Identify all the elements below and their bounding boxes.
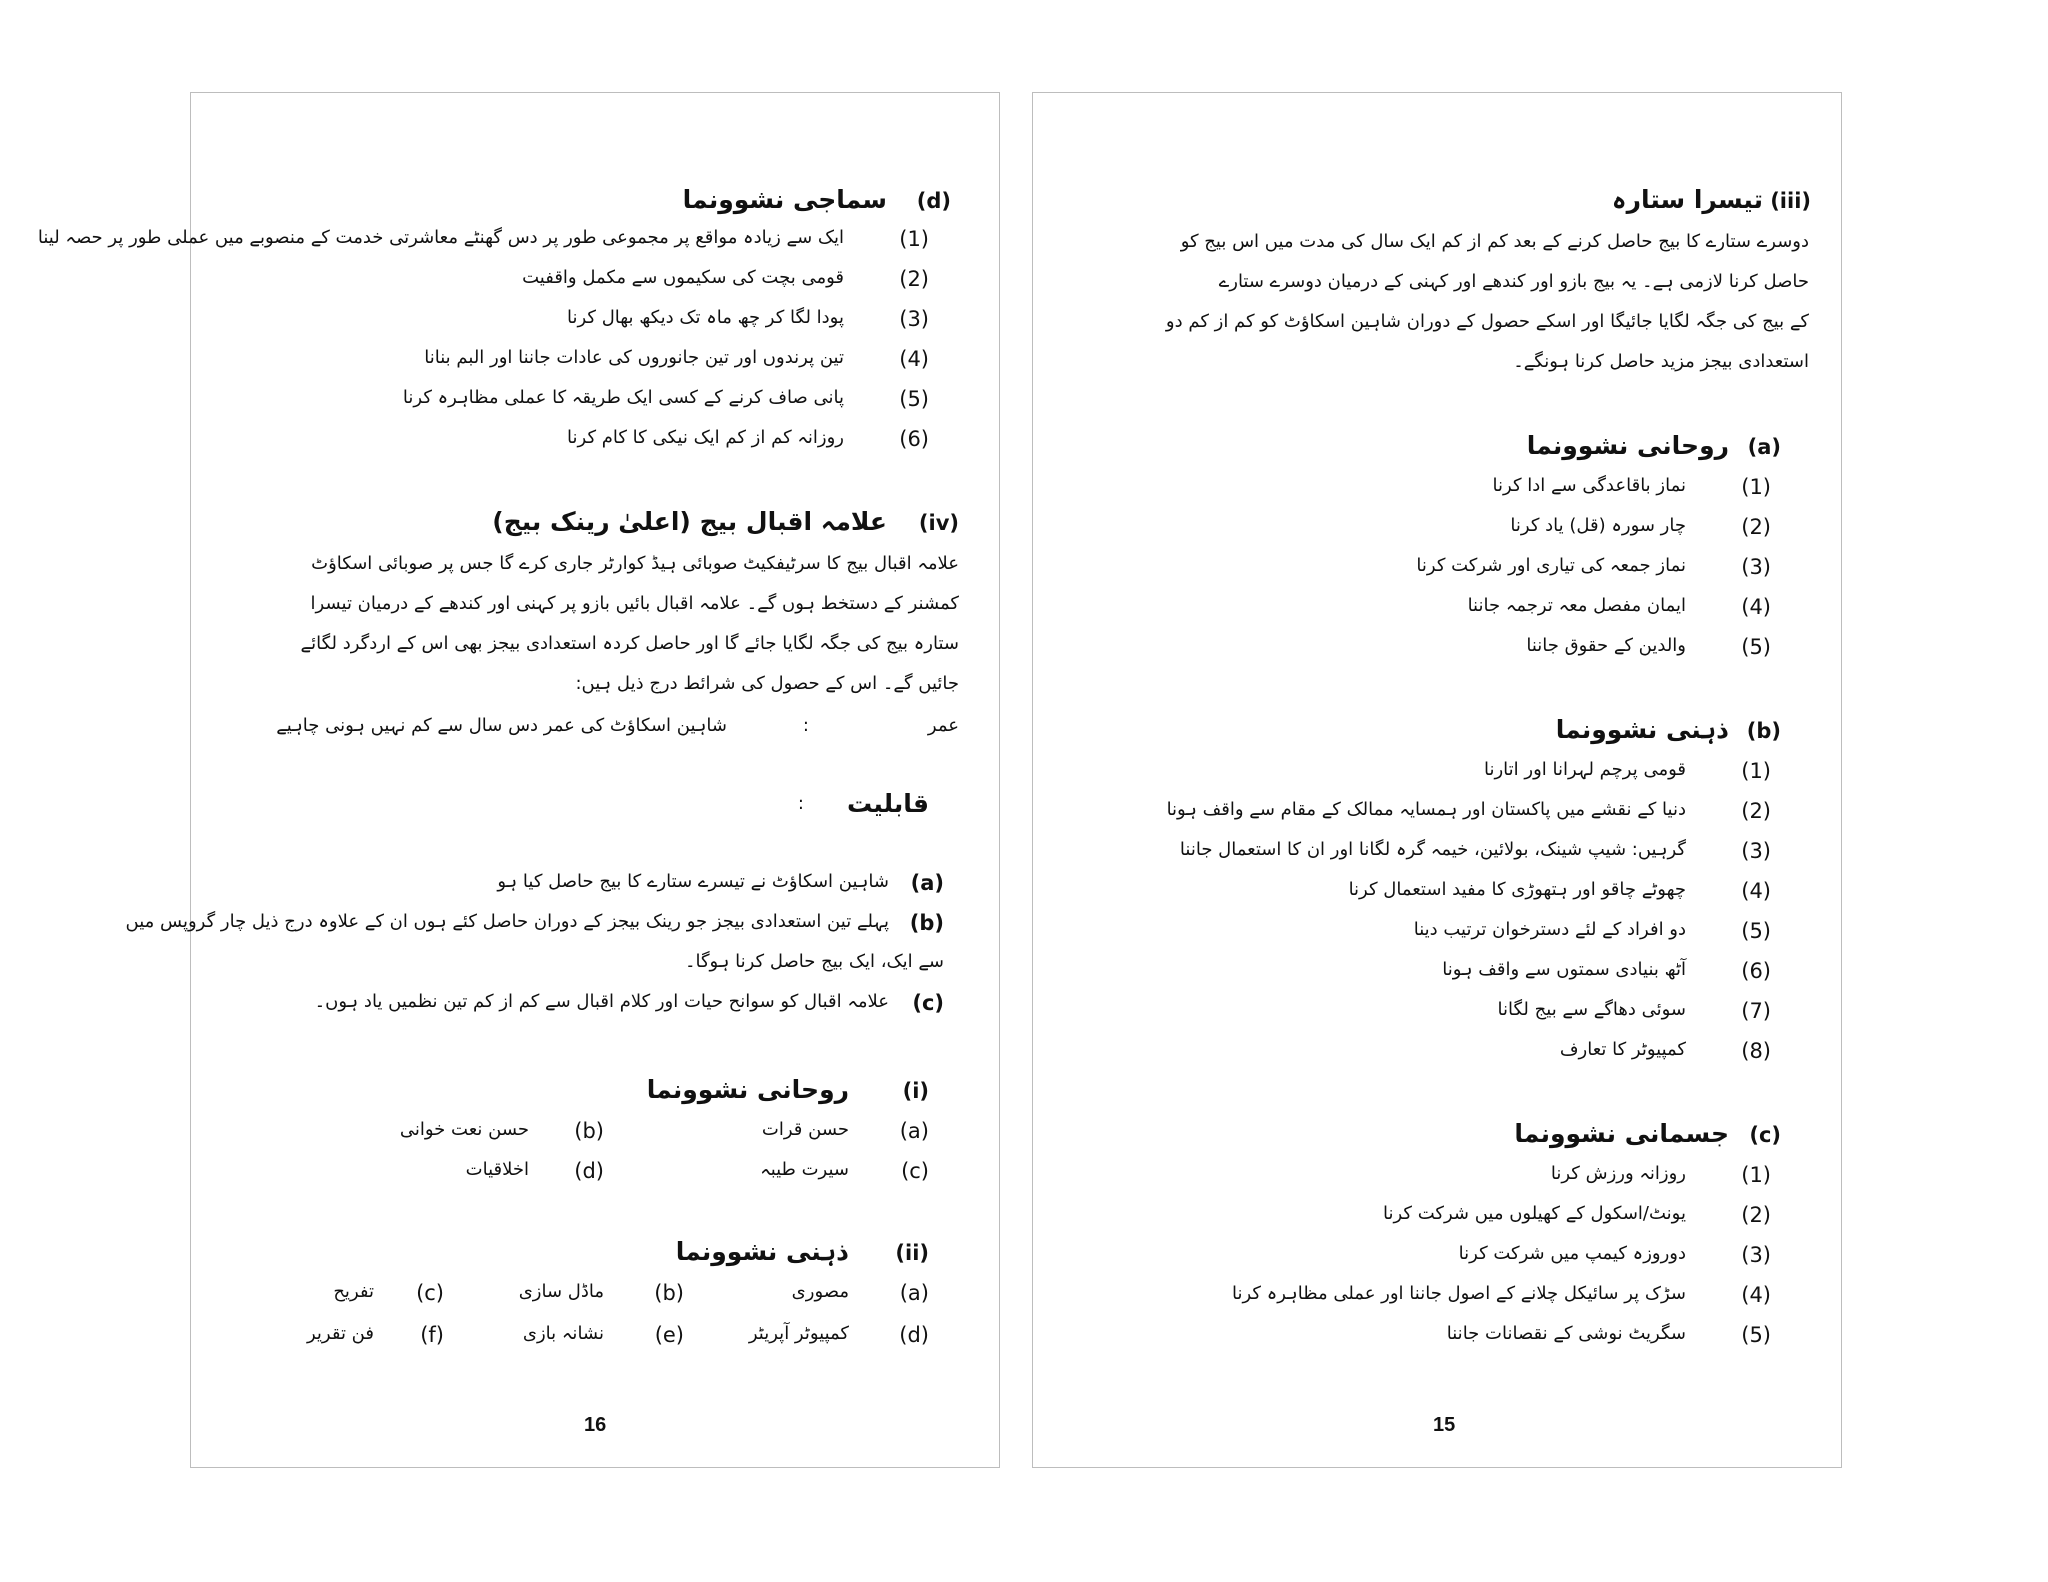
paragraph-line: جائیں گے۔ اس کے حصول کی شرائط درج ذیل ہیں: [575, 673, 959, 694]
list-marker: (a) [910, 871, 944, 895]
section-marker: (c) [1749, 1123, 1781, 1147]
page-16 [37, 92, 1000, 1468]
list-item: تین پرندوں اور تین جانوروں کی عادات جاننا اور البم بنانا [424, 347, 844, 368]
section-title-mental: ذہنی نشوونما [1555, 715, 1729, 744]
list-item: فن تقریر [306, 1323, 374, 1344]
age-label: عمر [927, 715, 959, 736]
age-requirement: شاہین اسکاؤٹ کی عمر دس سال سے کم نہیں ہونی چاہیے [276, 715, 727, 736]
list-item: کمپیوٹر کا تعارف [1559, 1039, 1686, 1060]
list-item: نماز جمعہ کی تیاری اور شرکت کرنا [1416, 555, 1686, 576]
list-item: ماڈل سازی [518, 1281, 604, 1302]
page-number: 15 [1433, 1414, 1456, 1436]
section-marker: (b) [1746, 719, 1781, 743]
list-item: روزانہ کم از کم ایک نیکی کا کام کرنا [567, 427, 844, 448]
list-number: (3) [1741, 1243, 1771, 1267]
list-marker: (d) [574, 1159, 604, 1183]
list-number: (4) [1741, 879, 1771, 903]
section-title-third-star: تیسرا ستارہ [1611, 185, 1763, 214]
list-number: (3) [899, 307, 929, 331]
list-number: (1) [1741, 1163, 1771, 1187]
list-item: گرہیں: شیپ شینک، بولائین، خیمہ گرہ لگانا اور ان کا استعمال جاننا [1179, 839, 1686, 860]
list-item: آٹھ بنیادی سمتوں سے واقف ہونا [1442, 959, 1686, 980]
page-15 [1032, 92, 1842, 1468]
list-number: (6) [1741, 959, 1771, 983]
list-marker: (b) [909, 911, 944, 935]
list-number: (8) [1741, 1039, 1771, 1063]
section-title-ability: قابلیت [846, 789, 929, 818]
list-number: (5) [899, 387, 929, 411]
list-marker: (a) [899, 1119, 929, 1143]
paragraph-line: کمشنر کے دستخط ہوں گے۔ علامہ اقبال بائیں بازو پر کہنی اور کندھے کے درمیان تیسرا [310, 593, 959, 614]
list-number: (3) [1741, 555, 1771, 579]
list-marker: (d) [899, 1323, 929, 1347]
list-marker: (c) [416, 1281, 444, 1305]
paragraph-line: استعدادی بیجز مزید حاصل کرنا ہونگے۔ [1513, 351, 1809, 372]
paragraph-line: علامہ اقبال بیج کا سرٹیفکیٹ صوبائی ہیڈ کوارٹر جاری کرے گا جس پر صوبائی اسکاؤٹ [311, 553, 959, 574]
paragraph-line: کے بیج کی جگہ لگایا جائیگا اور اسکے حصول کے دوران شاہین اسکاؤٹ کو کم از کم دو [1165, 311, 1809, 332]
list-item: نشانہ بازی [522, 1323, 604, 1344]
paragraph-line: ستارہ بیج کی جگہ لگایا جائے گا اور حاصل کردہ استعدادی بیجز بھی اس کے اردگرد لگائے [300, 633, 959, 654]
list-number: (1) [1741, 475, 1771, 499]
list-number: (5) [1741, 635, 1771, 659]
list-item: ایمان مفصل معہ ترجمہ جاننا [1467, 595, 1686, 616]
list-item: علامہ اقبال کو سوانح حیات اور کلام اقبال سے کم از کم تین نظمیں یاد ہوں۔ [314, 991, 889, 1012]
paragraph-line: حاصل کرنا لازمی ہے۔ یہ بیج بازو اور کندھے اور کہنی کے درمیان دوسرے ستارے [1218, 271, 1809, 292]
list-number: (6) [899, 427, 929, 451]
list-number: (1) [899, 227, 929, 251]
list-item: دوروزہ کیمپ میں شرکت کرنا [1458, 1243, 1686, 1264]
list-marker: (b) [654, 1281, 684, 1305]
section-title-mental: ذہنی نشوونما [675, 1237, 849, 1266]
list-number: (4) [899, 347, 929, 371]
list-item: سوئی دھاگے سے بیج لگانا [1497, 999, 1686, 1020]
list-number: (3) [1741, 839, 1771, 863]
list-item: والدین کے حقوق جاننا [1526, 635, 1686, 656]
list-number: (5) [1741, 1323, 1771, 1347]
list-item: ایک سے زیادہ مواقع پر مجموعی طور پر دس گھنٹے معاشرتی خدمت کے منصوبے میں عملی طور پر حصہ لینا [37, 227, 844, 248]
list-number: (2) [1741, 515, 1771, 539]
list-item-continued: سے ایک، ایک بیج حاصل کرنا ہوگا۔ [684, 951, 944, 972]
section-marker: (d) [916, 189, 951, 213]
list-marker: (e) [654, 1323, 684, 1347]
list-number: (4) [1741, 595, 1771, 619]
list-number: (4) [1741, 1283, 1771, 1307]
list-item: دنیا کے نقشے میں پاکستان اور ہمسایہ ممالک کے مقام سے واقف ہونا [1166, 799, 1686, 820]
list-item: دو افراد کے لئے دسترخوان ترتیب دینا [1413, 919, 1686, 940]
page-number: 16 [584, 1414, 607, 1436]
ability-colon: : [797, 793, 804, 814]
section-marker: (ii) [895, 1241, 929, 1265]
list-item: چھوٹے چاقو اور ہتھوڑی کا مفید استعمال کرنا [1348, 879, 1686, 900]
list-item: قومی بچت کی سکیموں سے مکمل واقفیت [522, 267, 844, 288]
section-title-spiritual: روحانی نشوونما [1526, 431, 1729, 460]
list-marker: (a) [899, 1281, 929, 1305]
list-item: مصوری [791, 1281, 849, 1302]
list-marker: (b) [574, 1119, 604, 1143]
section-marker: (a) [1747, 435, 1781, 459]
list-marker: (c) [912, 991, 944, 1015]
list-number: (7) [1741, 999, 1771, 1023]
list-number: (2) [899, 267, 929, 291]
list-item: نماز باقاعدگی سے ادا کرنا [1492, 475, 1686, 496]
list-item: تفریح [333, 1281, 374, 1302]
section-title-spiritual: روحانی نشوونما [646, 1075, 849, 1104]
section-title-iqbal: علامہ اقبال بیج (اعلیٰ رینک بیج) [492, 507, 887, 536]
list-item: سڑک پر سائیکل چلانے کے اصول جاننا اور عملی مظاہرہ کرنا [1231, 1283, 1686, 1304]
list-item: شاہین اسکاؤٹ نے تیسرے ستارے کا بیج حاصل کیا ہو [497, 871, 889, 892]
section-marker: (iii) [1770, 189, 1811, 213]
list-item: پہلے تین استعدادی بیجز جو رینک بیجز کے دوران حاصل کئے ہوں ان کے علاوہ درج ذیل چار گروپس میں [125, 911, 889, 932]
list-item: سگریٹ نوشی کے نقصانات جاننا [1446, 1323, 1686, 1344]
list-item: حسن نعت خوانی [399, 1119, 529, 1140]
list-item: پانی صاف کرنے کے کسی ایک طریقہ کا عملی مظاہرہ کرنا [402, 387, 844, 408]
age-colon: : [802, 715, 809, 736]
list-item: اخلاقیات [465, 1159, 529, 1180]
list-number: (5) [1741, 919, 1771, 943]
list-item: سیرت طیبہ [760, 1159, 849, 1180]
section-title-physical: جسمانی نشوونما [1514, 1119, 1729, 1148]
list-number: (1) [1741, 759, 1771, 783]
list-number: (2) [1741, 799, 1771, 823]
list-number: (2) [1741, 1203, 1771, 1227]
paragraph-line: دوسرے ستارے کا بیج حاصل کرنے کے بعد کم از کم ایک سال کی مدت میں اس بیج کو [1180, 231, 1809, 252]
list-item: کمپیوٹر آپریٹر [748, 1323, 849, 1344]
list-marker: (f) [420, 1323, 444, 1347]
list-item: قومی پرچم لہرانا اور اتارنا [1483, 759, 1686, 780]
list-item: حسن قرات [761, 1119, 849, 1140]
section-marker: (i) [902, 1079, 929, 1103]
list-item: یونٹ/اسکول کے کھیلوں میں شرکت کرنا [1383, 1203, 1686, 1224]
section-title-social: سماجی نشوونما [682, 185, 887, 214]
list-marker: (c) [901, 1159, 929, 1183]
list-item: پودا لگا کر چھ ماہ تک دیکھ بھال کرنا [566, 307, 844, 328]
list-item: چار سورہ (قل) یاد کرنا [1510, 515, 1686, 536]
list-item: روزانہ ورزش کرنا [1550, 1163, 1686, 1184]
section-marker: (iv) [918, 511, 959, 535]
